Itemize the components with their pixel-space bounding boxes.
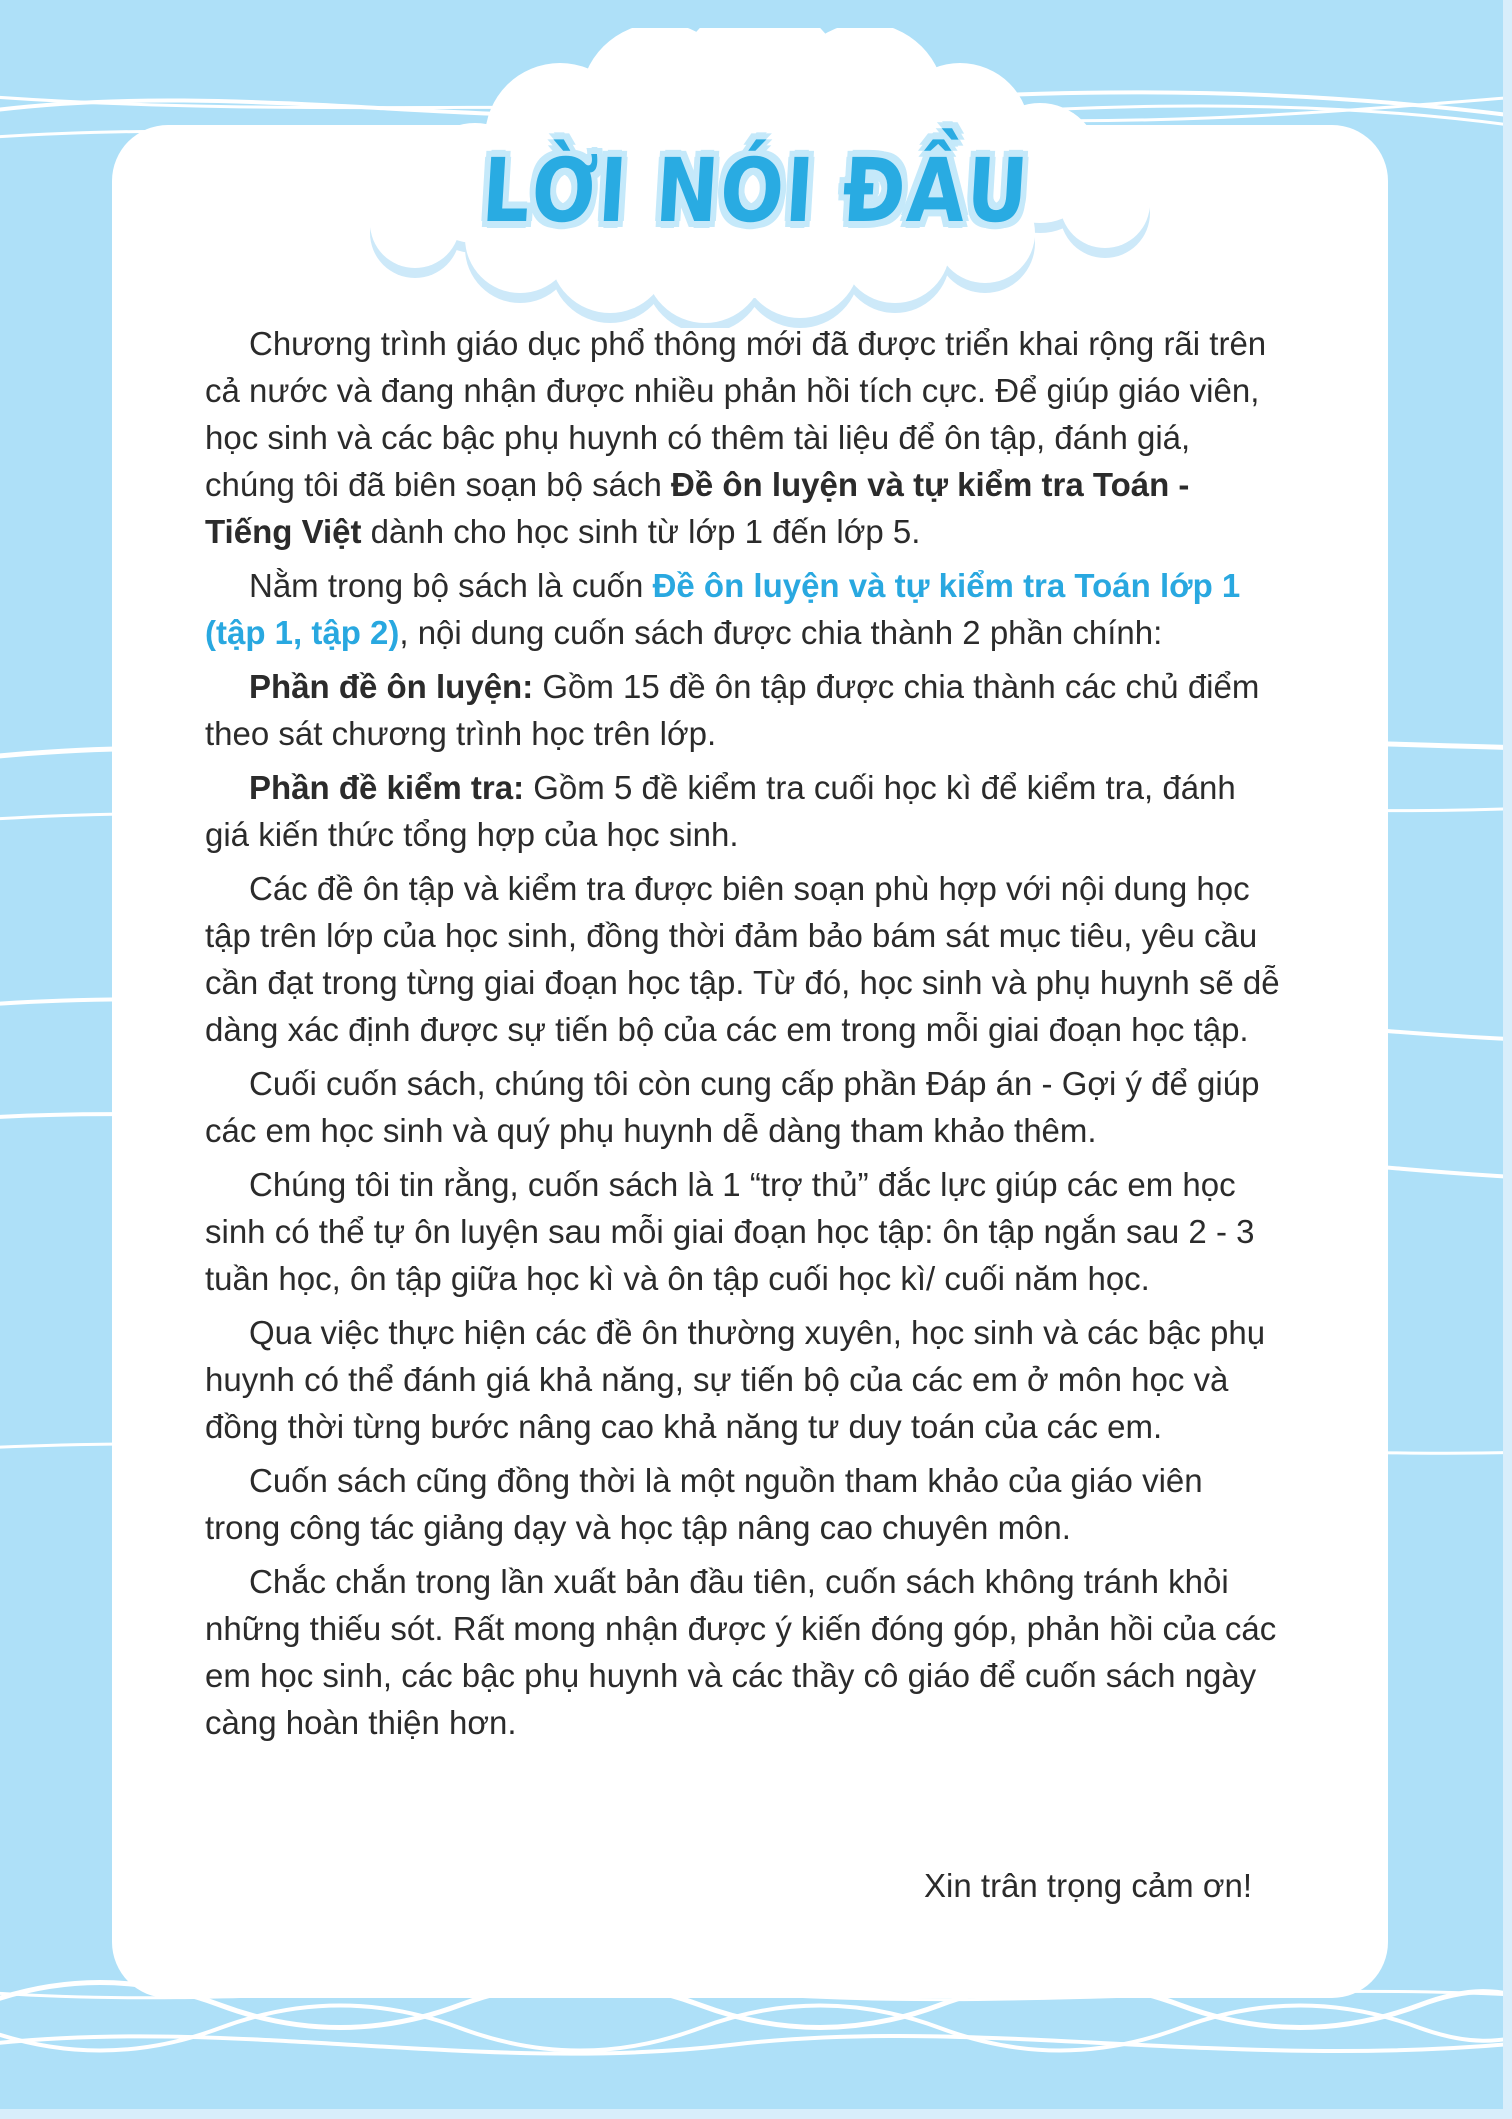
paragraph: [205, 1457, 1280, 1551]
paragraph: [205, 1558, 1280, 1746]
page-edge-right: [1503, 0, 1512, 2119]
text-segment: Gồm 15 đề ôn tập được chia thành các chủ điểm theo sát chương trình học trên lớp.: [205, 668, 1260, 752]
paragraph: [205, 1161, 1280, 1302]
paragraph: [205, 562, 1280, 656]
text-segment: , nội dung cuốn sách được chia thành 2 phần chính:: [399, 614, 1163, 651]
text-segment: Cuốn sách cũng đồng thời là một nguồn tham khảo của giáo viên trong công tác giảng dạy và học tập nâng cao chuyên môn.: [205, 1462, 1203, 1546]
preface-paragraphs: [205, 320, 1280, 1753]
paragraph: [205, 663, 1280, 757]
paragraph: [205, 320, 1280, 555]
bold-text: Phần đề ôn luyện:: [249, 668, 534, 705]
text-segment: Gồm 5 đề kiểm tra cuối học kì để kiểm tra, đánh giá kiến thức tổng hợp của học sinh.: [205, 769, 1236, 853]
text-segment: Các đề ôn tập và kiểm tra được biên soạn phù hợp với nội dung học tập trên lớp của học sinh, đồng thời đảm bảo bám sát mục tiêu, yêu cầu cần đạt trong từng giai đoạn học tập. Từ đó, học sinh và phụ huynh sẽ dễ dàng xác định được sự tiến bộ của các em trong mỗi giai đoạn học tập.: [205, 870, 1280, 1048]
wave-line: [0, 2036, 1512, 2054]
page-title: [0, 116, 1512, 266]
text-segment: dành cho học sinh từ lớp 1 đến lớp 5.: [361, 513, 921, 550]
closing-line: Xin trân trọng cảm ơn!: [924, 1867, 1252, 1904]
book-title-highlight: Đề ôn luyện và tự kiểm tra Toán lớp 1 (tập 1, tập 2): [205, 567, 1241, 651]
paragraph: [205, 764, 1280, 858]
paragraph: [205, 865, 1280, 1053]
bold-text: Phần đề kiểm tra:: [249, 769, 525, 806]
paragraph: [205, 1309, 1280, 1450]
bold-text: Đề ôn luyện và tự kiểm tra Toán - Tiếng Việt: [205, 466, 1190, 550]
page-title-text: LỜI NÓI ĐẦU: [479, 139, 1033, 242]
text-segment: Qua việc thực hiện các đề ôn thường xuyên, học sinh và các bậc phụ huynh có thể đánh giá khả năng, sự tiến bộ của các em ở môn học và đồng thời từng bước nâng cao khả năng tư duy toán của các em.: [205, 1314, 1266, 1445]
text-segment: Cuối cuốn sách, chúng tôi còn cung cấp phần Đáp án - Gợi ý để giúp các em học sinh và quý phụ huynh dễ dàng tham khảo thêm.: [205, 1065, 1260, 1149]
text-segment: Chúng tôi tin rằng, cuốn sách là 1 “trợ thủ” đắc lực giúp các em học sinh có thể tự ôn luyện sau mỗi giai đoạn học tập: ôn tập ngắn sau 2 - 3 tuần học, ôn tập giữa học kì và ôn tập cuối học kì/ cuối năm học.: [205, 1166, 1255, 1297]
paragraph: [205, 1060, 1280, 1154]
text-segment: Nằm trong bộ sách là cuốn: [249, 567, 653, 604]
text-segment: Chương trình giáo dục phổ thông mới đã được triển khai rộng rãi trên cả nước và đang nhận được nhiều phản hồi tích cực. Để giúp giáo viên, học sinh và các bậc phụ huynh có thêm tài liệu để ôn tập, đánh giá, chúng tôi đã biên soạn bộ sách: [205, 325, 1267, 503]
text-segment: Chắc chắn trong lần xuất bản đầu tiên, cuốn sách không tránh khỏi những thiếu sót. Rất mong nhận được ý kiến đóng góp, phản hồi của các em học sinh, các bậc phụ huynh và các thầy cô giáo để cuốn sách ngày càng hoàn thiện hơn.: [205, 1563, 1277, 1741]
page-edge-bottom: [0, 2109, 1512, 2119]
